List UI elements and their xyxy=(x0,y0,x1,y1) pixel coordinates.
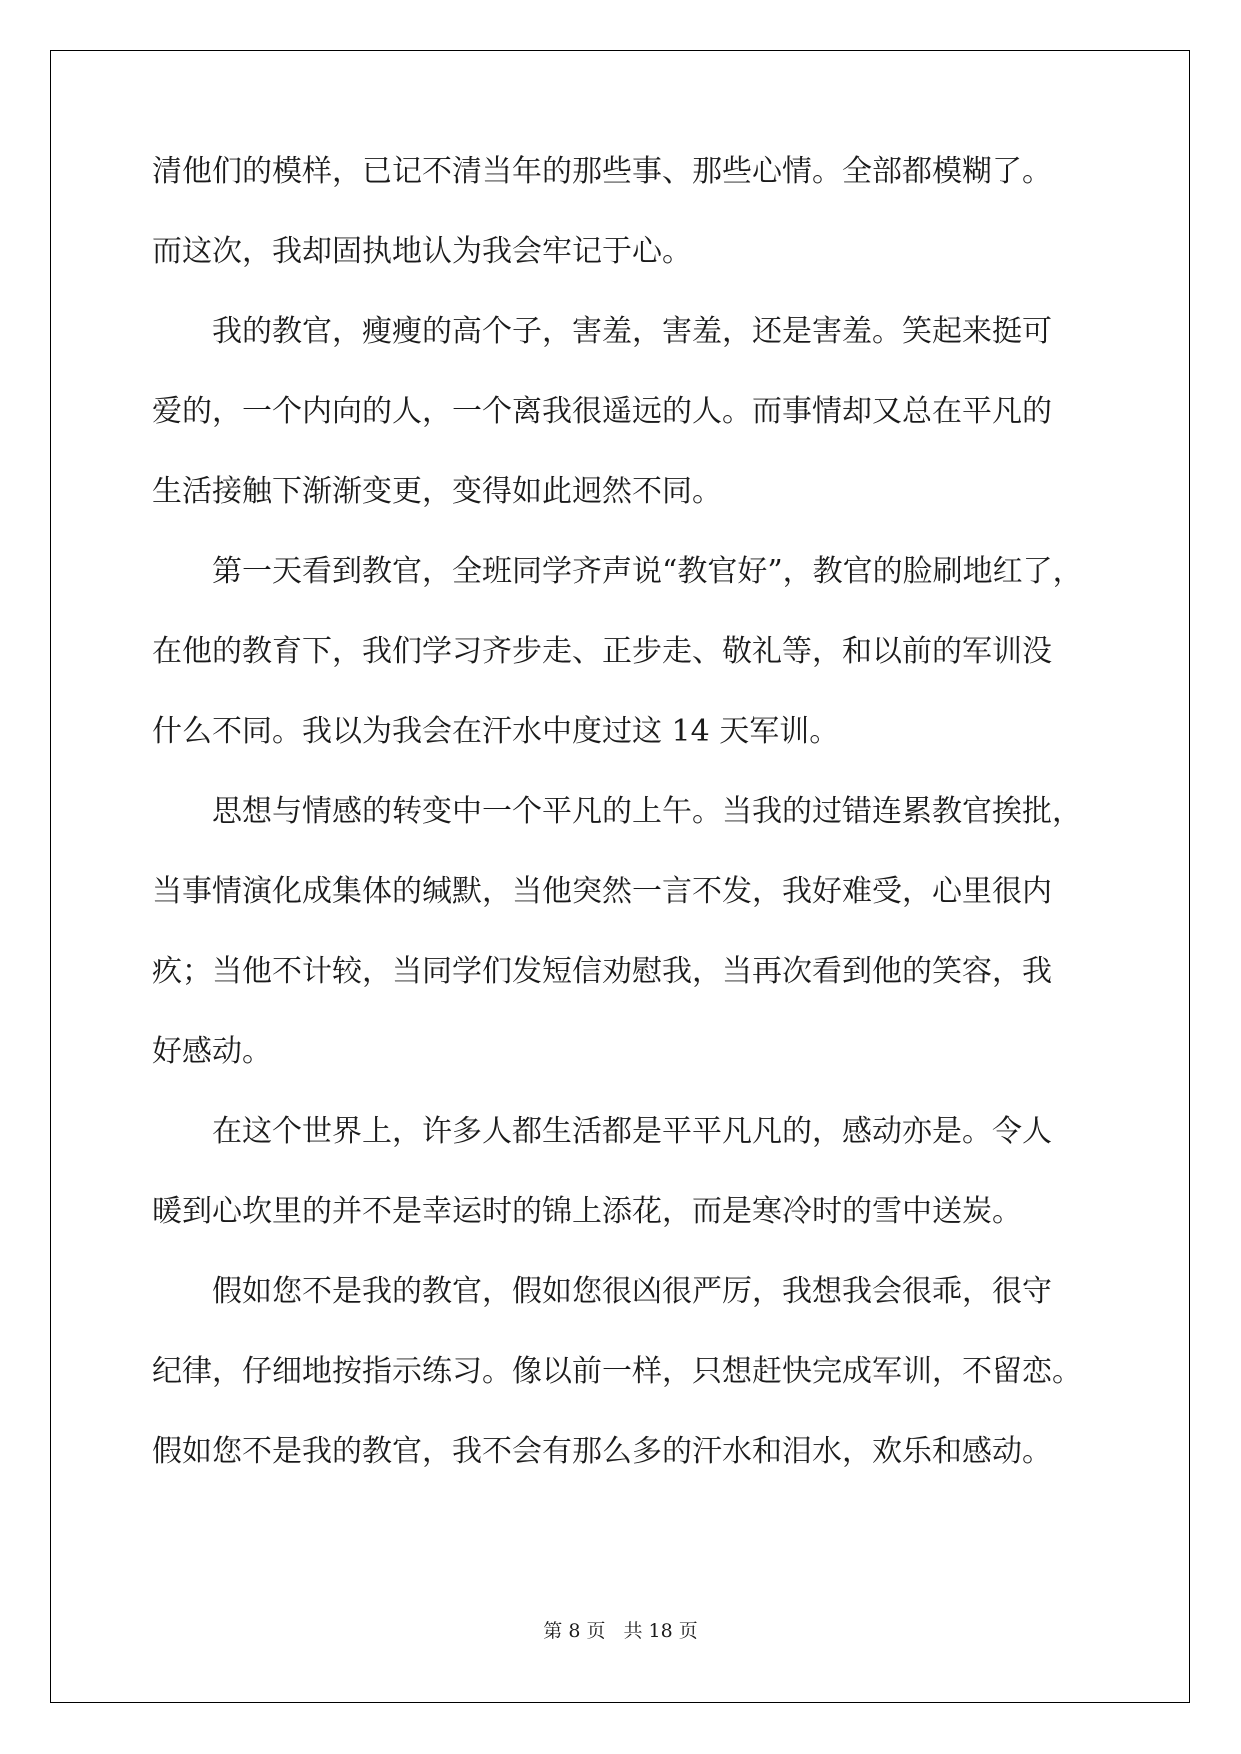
text-line: 当事情演化成集体的缄默，当他突然一言不发，我好难受，心里很内 xyxy=(152,874,1052,909)
text-line: 在他的教育下，我们学习齐步走、正步走、敬礼等，和以前的军训没 xyxy=(152,634,1052,669)
text-line: 而这次，我却固执地认为我会牢记于心。 xyxy=(152,234,692,269)
text-line: 生活接触下渐渐变更，变得如此迥然不同。 xyxy=(152,474,722,509)
current-page-number: 第 8 页 xyxy=(543,1620,606,1642)
text-line: 清他们的模样，已记不清当年的那些事、那些心情。全部都模糊了。 xyxy=(152,154,1052,189)
text-line: 思想与情感的转变中一个平凡的上午。当我的过错连累教官挨批， xyxy=(212,794,1082,829)
text-line: 第一天看到教官，全班同学齐声说“教官好”，教官的脸刷地红了， xyxy=(212,554,1083,589)
text-line: 纪律，仔细地按指示练习。像以前一样，只想赶快完成军训，不留恋。 xyxy=(152,1354,1082,1389)
text-line: 在这个世界上，许多人都生活都是平平凡凡的，感动亦是。令人 xyxy=(212,1114,1052,1149)
text-line: 疚；当他不计较，当同学们发短信劝慰我，当再次看到他的笑容，我 xyxy=(152,954,1052,989)
page-footer xyxy=(0,1618,1241,1644)
text-line: 假如您不是我的教官，假如您很凶很严厉，我想我会很乖，很守 xyxy=(212,1274,1052,1309)
text-line: 好感动。 xyxy=(152,1034,272,1069)
text-line: 我的教官，瘦瘦的高个子，害羞，害羞，还是害羞。笑起来挺可 xyxy=(212,314,1052,349)
text-line: 爱的，一个内向的人，一个离我很遥远的人。而事情却又总在平凡的 xyxy=(152,394,1052,429)
text-line: 假如您不是我的教官，我不会有那么多的汗水和泪水，欢乐和感动。 xyxy=(152,1434,1052,1469)
total-page-count: 共 18 页 xyxy=(623,1620,698,1642)
text-line: 什么不同。我以为我会在汗水中度过这 14 天军训。 xyxy=(152,714,840,749)
text-line: 暖到心坎里的并不是幸运时的锦上添花，而是寒冷时的雪中送炭。 xyxy=(152,1194,1022,1229)
